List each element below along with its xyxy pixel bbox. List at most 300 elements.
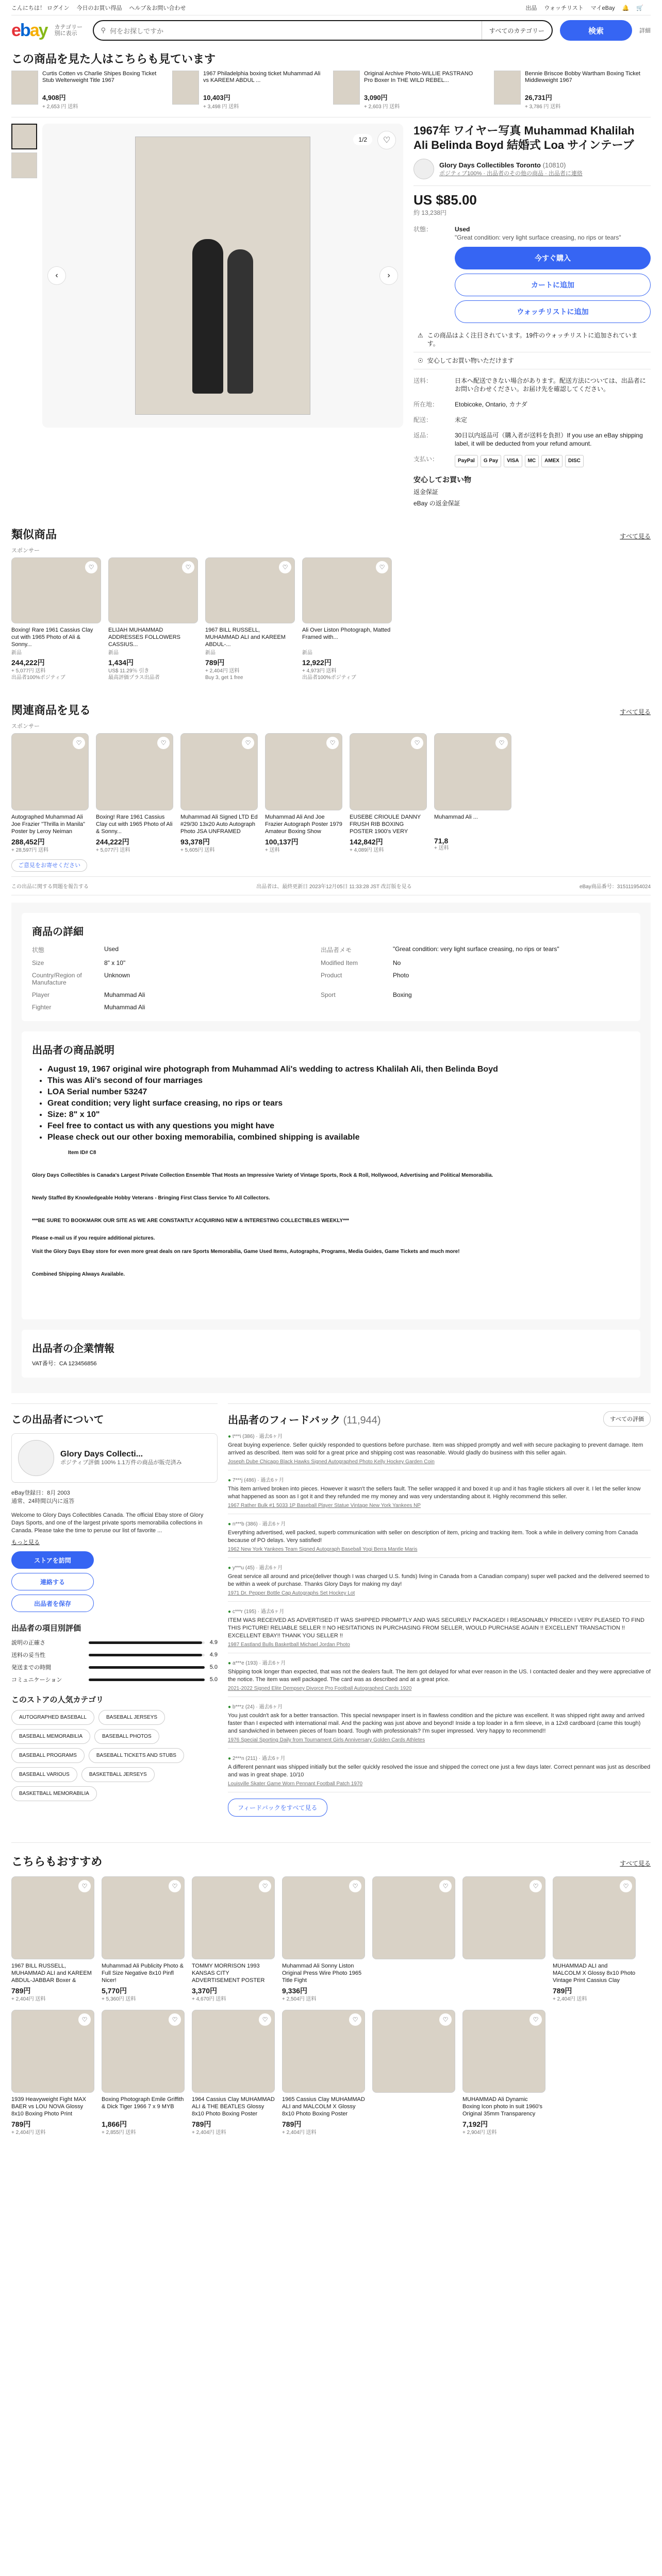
feedback-date: 過去6ヶ月 — [262, 1660, 286, 1666]
item-condition: 新品 — [11, 650, 22, 656]
item-title: Boxing Photograph Emile Griffith & Dick Tiger 1966 7 x 9 MYB — [102, 2096, 184, 2110]
joined-date: eBay登録日：8月 2003 — [11, 1490, 70, 1496]
heart-icon[interactable]: ♡ — [259, 2013, 271, 2026]
item-image — [205, 557, 295, 623]
list-item[interactable] — [302, 557, 392, 681]
list-item[interactable] — [102, 2010, 185, 2136]
feedback-text: Shipping took longer than expected, that was not the dealers fault. The item got delayed for what ever reason in the US. I contacted dealer and they were appreciative of the notice. The item was well packaged. The card was as described and at a great price. — [228, 1669, 651, 1683]
item-image — [192, 2010, 275, 2093]
heart-icon[interactable]: ♡ — [411, 737, 423, 749]
image-counter: 1/2 — [353, 134, 372, 145]
cart-icon[interactable]: 🛒 — [636, 5, 643, 11]
detailed-ratings — [11, 1622, 218, 1684]
list-item: • This was Ali's second of four marriages — [47, 1075, 630, 1087]
heart-icon[interactable]: ♡ — [169, 2013, 181, 2026]
feedback-item-link[interactable]: 1976 Special Sporting Daily from Tournament Girls Anniversary Golden Cards Athletes — [228, 1737, 425, 1743]
amex-icon: AMEX — [541, 455, 562, 467]
list-item[interactable] — [192, 1876, 275, 2003]
spec-key: Fighter — [32, 1004, 52, 1011]
item-image — [372, 2010, 455, 2093]
list-item: • LOA Serial number 53247 — [47, 1087, 630, 1098]
list-item[interactable] — [282, 2010, 365, 2136]
item-title: ELIJAH MUHAMMAD ADDRESSES FOLLOWERS CASSIUS... — [108, 627, 180, 648]
category-chip[interactable]: BASEBALL PROGRAMS — [11, 1748, 85, 1763]
item-image — [350, 733, 427, 810]
item-title: Bennie Briscoe Bobby Wartham Boxing Ticket Middleweight 1967 — [525, 71, 640, 83]
item-shipping: + 4,670円 送料 — [192, 1996, 226, 2002]
delivery-label: 配送： — [413, 416, 433, 423]
shield-icon: ☉ — [418, 357, 423, 364]
seller-summary: Glory Days Collectibles Toronto (10810) ポジティブ100% · 出品者のその他の商品 · 出品者に連絡 — [413, 159, 651, 186]
feedback-date: 過去6ヶ月 — [259, 1434, 283, 1439]
heart-icon[interactable]: ♡ — [78, 2013, 91, 2026]
item-price: 71,8 — [434, 837, 449, 845]
similar-see-all-link[interactable]: すべて見る — [620, 533, 651, 540]
business-title: 出品者の企業情報 — [32, 1343, 114, 1354]
seller-about-section — [11, 1403, 651, 1817]
store-logo — [18, 1440, 54, 1476]
category-chip[interactable]: BASEBALL TICKETS AND STUBS — [89, 1748, 184, 1763]
feedback-filter-select[interactable]: すべての評価 — [603, 1411, 651, 1427]
store-stats: ポジティブ評価 100% 1.1万件の商品が販売済み — [60, 1459, 182, 1466]
item-image — [333, 71, 360, 105]
seller-feedback-count: (10810) — [542, 161, 566, 169]
item-price: 789円 — [553, 1987, 572, 1995]
item-image — [102, 2010, 185, 2093]
item-shipping: + 5,360円 送料 — [102, 1996, 136, 2002]
condition-note: "Great condition: very light surface creasing, no rips or tears" — [455, 234, 621, 241]
spec-value: Muhammad Ali — [104, 991, 145, 998]
item-title: Boxing! Rare 1961 Cassius Clay cut with 1965 Photo of Ali & Sonny... — [11, 627, 93, 648]
item-image — [462, 2010, 545, 2093]
list-item[interactable] — [265, 733, 342, 854]
revision-info: 出品者は、最終更新日 2023年12月05日 11:33:28 JST 改訂版を見る — [256, 884, 412, 890]
help-link[interactable]: ヘルプ＆お問い合わせ — [129, 5, 186, 11]
list-item[interactable] — [11, 71, 161, 110]
item-shipping: + 2,855円 送料 — [102, 2130, 136, 2136]
related-title: 関連商品を見る — [11, 704, 91, 717]
popular-categories — [11, 1694, 218, 1801]
item-price: 142,842円 — [350, 838, 383, 846]
feedback-date: 過去6ヶ月 — [262, 1521, 286, 1527]
description-paragraph: Newly Staffed By Knowledgeable Hobby Veterans - Bringing First Class Service To All Collectors. — [32, 1195, 270, 1201]
daily-deals-link[interactable]: 今日のお買い得品 — [76, 5, 122, 11]
fire-icon: ⚠ — [418, 332, 423, 339]
item-price: 10,403円 — [203, 94, 230, 101]
similar-section — [11, 521, 651, 681]
heart-icon[interactable]: ♡ — [439, 1880, 452, 1892]
item-image — [265, 733, 342, 810]
visit-store-button[interactable]: ストアを訪問 — [11, 1551, 94, 1569]
heart-icon[interactable]: ♡ — [495, 737, 508, 749]
heart-icon[interactable]: ♡ — [182, 561, 194, 573]
heart-icon[interactable]: ♡ — [349, 2013, 361, 2026]
save-seller-button[interactable]: 出品者を保存 — [11, 1595, 94, 1612]
description-paragraph: Glory Days Collectibles is Canada's Largest Private Collection Ensemble That Hosts an Impressive Variety of Vintage Sports, Rock & Roll, Hollywood, Advertising and Political Memorabilia. — [32, 1173, 493, 1178]
list-item[interactable] — [11, 1876, 94, 2003]
search-placeholder: 何をお探しですか — [110, 27, 164, 35]
returns-value: 30日以内返品可（購入者が送料を負担）If you use an eBay shipping label, it will be deducted from your refund amount. — [455, 432, 643, 447]
rating-label: 送料の妥当性 — [11, 1652, 45, 1658]
ratings-title: 出品者の項目別評価 — [11, 1624, 81, 1633]
item-title: Ali Over Liston Photograph, Matted Framed with... — [302, 627, 391, 640]
item-title: Muhammad Ali And Joe Frazier Autograph Poster 1979 Amateur Boxing Show — [265, 814, 342, 835]
heart-icon[interactable]: ♡ — [259, 1880, 271, 1892]
item-extra: 出品者100%ポジティブ — [302, 675, 356, 681]
sell-link[interactable]: 出品 — [525, 5, 537, 11]
sign-in-link[interactable]: こんにちは！ ログイン — [11, 5, 70, 11]
shipping-label: 送料： — [413, 377, 433, 384]
item-image — [282, 1876, 365, 1959]
feedback-title: 出品者のフィードバック — [228, 1414, 340, 1426]
buyer-id: t***i (386) — [232, 1434, 255, 1439]
item-image — [302, 557, 392, 623]
item-shipping: + 4,973円 送料 — [302, 668, 337, 674]
feedback-item: ● y***u (45) · 過去6ヶ月 Great service all around and price(deliver though I was charged U.S. funds) living in Canada from a Canadian company) super well packed and the delivered seemed to be within a week of purchase. Thanks Glory Days for making my day! 1971 Dr. Pepper Bottle Cap Autographs Set Hockey Lot — [228, 1558, 651, 1602]
item-shipping: + 送料 — [434, 845, 449, 851]
recommend-see-all-link[interactable]: すべて見る — [620, 1860, 651, 1867]
price-converted: 約 13,238円 — [413, 209, 447, 216]
item-title: Curtis Cotten vs Charlie Shipes Boxing Ticket Stub Welterweight Title 1967 — [42, 71, 157, 83]
item-price: 789円 — [282, 2120, 302, 2128]
prev-arrow-icon[interactable]: ‹ — [47, 266, 66, 285]
item-image — [494, 71, 521, 105]
category-chip[interactable]: BASEBALL JERSEYS — [98, 1710, 165, 1725]
item-shipping: + 2,404円 送料 — [553, 1996, 587, 2002]
item-title: Muhammad Ali Publicity Photo & Full Size Negative 8x10 Pinfl Nicer! — [102, 1963, 184, 1984]
item-price: 1,434円 — [108, 658, 134, 667]
item-number: eBay商品番号：315111954024 — [579, 884, 651, 890]
sponsored-label: スポンサー — [11, 548, 40, 554]
item-image — [108, 557, 198, 623]
list-item[interactable] — [205, 557, 295, 681]
watchlist-link[interactable]: ウォッチリスト — [544, 5, 584, 11]
image-gallery — [11, 124, 403, 511]
item-image — [11, 71, 38, 105]
related-see-all-link[interactable]: すべて見る — [620, 708, 651, 716]
list-item: • Great condition; very light surface creasing, no rips or tears — [47, 1098, 630, 1109]
feedback-date: 過去6ヶ月 — [260, 1478, 284, 1483]
item-title: Original Archive Photo-WILLIE PASTRANO Pro Boxer In THE WILD REBEL... — [364, 71, 473, 83]
list-item[interactable] — [553, 1876, 636, 2003]
notice-text: この商品はよく注目されています。19件のウォッチリストに追加されています。 — [427, 332, 638, 347]
spec-key: Country/Region of Manufacture — [32, 972, 82, 986]
location-value: Etobicoke, Ontario, カナダ — [455, 401, 527, 408]
delivery-value: 未定 — [455, 416, 468, 423]
categories-title: このストアの人気カテゴリ — [11, 1696, 104, 1704]
feedback-date: 過去6ヶ月 — [259, 1704, 283, 1710]
heart-icon[interactable]: ♡ — [242, 737, 254, 749]
rating-fill — [89, 1654, 202, 1656]
feedback-item-link[interactable]: 2021-2022 Signed Elite Dempsey Divorce Pro Football Autographed Cards 1920 — [228, 1686, 412, 1691]
item-title: Boxing! Rare 1961 Cassius Clay cut with 1965 Photo of Ali & Sonny... — [96, 814, 173, 835]
feedback-item: ● 2***n (211) · 過去6ヶ月 A different pennant was shipped initially but the seller quickly resolved the issue and shipped the correct one just a few days later. Correct pennant was just as described and was in great shape. 10/10 Louisville Skater Game Worn Pennant Football Patch 1970 — [228, 1749, 651, 1792]
heart-icon[interactable]: ♡ — [279, 561, 291, 573]
list-item: • August 19, 1967 original wire photograph from Muhammad Ali's wedding to actress Khalilah Ali, then Belinda Boyd — [47, 1064, 630, 1075]
spec-key: 状態 — [32, 946, 45, 954]
heart-icon[interactable]: ♡ — [157, 737, 170, 749]
spec-value: No — [393, 959, 401, 967]
list-item[interactable] — [11, 733, 89, 854]
recently-viewed-title: この商品を見た人はこちらも見ています — [11, 53, 216, 65]
feedback-item-link[interactable]: 1971 Dr. Pepper Bottle Cap Autographs Set Hockey Lot — [228, 1590, 355, 1596]
item-title — [372, 1962, 455, 1984]
notice-text: 安心してお買い物いただけます — [427, 357, 514, 364]
item-extra: 最高評価プラス出品者 — [108, 675, 160, 681]
rating-value: 5.0 — [209, 1676, 218, 1683]
category-chip[interactable]: BASEBALL PHOTOS — [94, 1729, 159, 1744]
item-price: 244,222円 — [96, 838, 129, 846]
see-more-link[interactable]: もっと見る — [11, 1539, 40, 1546]
category-chip[interactable]: BASKETBALL MEMORABILIA — [11, 1786, 97, 1801]
item-image — [462, 1876, 545, 1959]
feedback-date: 過去6ヶ月 — [259, 1565, 283, 1571]
item-price: 12,922円 — [302, 658, 332, 667]
item-shipping: + 2,404円 送料 — [205, 668, 240, 674]
feedback-count: (11,944) — [343, 1414, 381, 1426]
item-image — [434, 733, 511, 810]
item-title: MUHAMMAD Ali Dynamic Boxing Icon photo in suit 1960's Original 35mm Transparency — [462, 2096, 542, 2117]
item-price: 100,137円 — [265, 838, 299, 846]
feedback-item-link[interactable]: 1962 New York Yankees Team Signed Autograph Baseball Yogi Berra Mantle Maris — [228, 1547, 418, 1552]
category-chip[interactable]: BASKETBALL JERSEYS — [81, 1767, 155, 1782]
safe-shopping-title: 安心してお買い物 — [413, 476, 471, 484]
gallery-thumb[interactable] — [11, 152, 37, 178]
feedback-text: Great buying experience. Seller quickly responded to questions before purchase. Item was shipped promptly and well with secure packaging to prevent damage. Item arrived as described. Item was sold for a great price and shipping cost was reasonable. Would gladly do business with this seller again. — [228, 1442, 643, 1456]
next-arrow-icon[interactable]: › — [379, 266, 398, 285]
sponsored-label: スポンサー — [11, 723, 40, 730]
list-item[interactable] — [172, 71, 322, 110]
item-shipping: + 2,404円 送料 — [192, 2130, 226, 2136]
item-title: 1965 Cassius Clay MUHAMMAD ALI and MALCOLM X Glossy 8x10 Photo Boxing Poster — [282, 2096, 365, 2117]
heart-icon[interactable]: ♡ — [85, 561, 97, 573]
heart-icon[interactable]: ♡ — [78, 1880, 91, 1892]
feedback-date: 過去6ヶ月 — [260, 1609, 285, 1615]
category-shop-button[interactable]: カテゴリー別に表示 — [54, 24, 83, 37]
bell-icon[interactable]: 🔔 — [622, 5, 630, 11]
vat-number: VAT番号：CA 123456856 — [32, 1361, 97, 1367]
item-shipping: + 2,904円 送料 — [462, 2130, 497, 2136]
item-price: 3,370円 — [192, 1987, 218, 1995]
heart-icon[interactable]: ♡ — [326, 737, 339, 749]
item-image — [11, 1876, 94, 1959]
feedback-item: ● a***e (193) · 過去6ヶ月 Shipping took longer than expected, that was not the dealers fault. The item got delayed for what ever reason in the US. I contacted dealer and they were appreciative of the notice. The item was well packaged. The card was as described and at a great price. 2021-2022 Signed Elite Dempsey Divorce Pro Football Autographed Cards 1920 — [228, 1653, 651, 1697]
item-price: 1,866円 — [102, 2120, 127, 2128]
my-ebay-link[interactable]: マイeBay — [590, 5, 615, 11]
item-price: 3,090円 — [364, 94, 388, 101]
item-shipping: + 2,404円 送料 — [11, 2130, 46, 2136]
item-shipping: + 28,597円 送料 — [11, 848, 48, 853]
item-shipping: + 5,605円 送料 — [180, 848, 215, 853]
list-item[interactable] — [96, 733, 173, 854]
item-title: Muhammad Ali ... — [434, 814, 478, 820]
item-title: 1967年 ワイヤー写真 Muhammad Khalilah Ali Belinda Boyd 結婚式 Loa サインテーブ — [413, 124, 635, 151]
item-price: 5,770円 — [102, 1987, 127, 1995]
heart-icon[interactable]: ♡ — [529, 1880, 542, 1892]
feedback-item: ● c***r (195) · 過去6ヶ月 ITEM WAS RECEIVED AS ADVERTISED IT WAS SHIPPED PROMPTLY AND WAS SECURELY PACKAGED! I REASONABLY PRICED! I VERY PLEASED TO FIND THIS PICTURE! RELIABLE SELLER !! NO HESITATIONS IN PURCHASING FROM SELLER, WOULD PURCHASE AGAIN !! EXCELLENT TRANSACTION !! EXCELLENT EBAY!! THANK YOU SELLER !! 1987 Eastland Bulls Basketball Michael Jordan Photo — [228, 1602, 651, 1653]
item-shipping: + 2,404円 送料 — [11, 1996, 46, 2002]
list-item[interactable] — [462, 2010, 545, 2136]
contact-button[interactable]: 連絡する — [11, 1573, 94, 1590]
list-item[interactable] — [108, 557, 198, 681]
gallery-thumb[interactable] — [11, 124, 37, 149]
list-item[interactable] — [372, 2010, 455, 2136]
buyer-id: a***e (193) — [232, 1660, 258, 1666]
item-title: Muhammad Ali Signed LTD Ed #29/30 13x20 Auto Autograph Photo JSA UNFRAMED — [180, 814, 258, 835]
item-shipping: + 2,603 円 送料 — [364, 104, 400, 110]
item-price: 93,378円 — [180, 838, 210, 846]
wedding-photo — [135, 137, 310, 415]
rating-fill — [89, 1641, 202, 1644]
buy-now-button[interactable]: 今すぐ購入 — [455, 247, 651, 269]
item-title: EUSEBE CRIOULE DANNY FRUSH RIB BOXING POSTER 1900's VERY — [350, 814, 421, 835]
list-item[interactable] — [11, 2010, 94, 2136]
list-item[interactable] — [11, 557, 101, 681]
payment-methods — [455, 455, 584, 467]
list-item: • Size: 8" x 10" — [47, 1109, 630, 1121]
buyer-id: 7***j (486) — [232, 1478, 256, 1483]
seller-name[interactable]: Glory Days Collectibles Toronto — [439, 161, 541, 169]
add-to-watchlist-button[interactable]: ウォッチリストに追加 — [455, 300, 651, 323]
spec-key: Product — [321, 972, 342, 979]
heart-icon[interactable]: ♡ — [620, 1880, 632, 1892]
seller-feedback — [228, 1403, 651, 1817]
store-card[interactable] — [11, 1433, 218, 1483]
buyer-id: c***r (195) — [232, 1609, 256, 1615]
returns-label: 返品： — [413, 432, 433, 439]
spec-value: Boxing — [393, 991, 412, 998]
feedback-item-link[interactable]: 1987 Eastland Bulls Basketball Michael Jordan Photo — [228, 1642, 350, 1648]
list-item[interactable] — [192, 2010, 275, 2136]
about-seller-title: この出品者について — [11, 1414, 104, 1426]
add-to-cart-button[interactable]: カートに追加 — [455, 274, 651, 296]
spec-key: Sport — [321, 991, 336, 998]
main-image[interactable] — [42, 124, 403, 428]
recently-viewed-list — [11, 71, 651, 117]
feedback-item: ● b***z (24) · 過去6ヶ月 You just couldn't ask for a better transaction. This special newspaper insert is in flawless condition and the picture was excellent. It was shipped right away and arrived faster than I expected with international mail. And the packing was just above and beyond! Inside a top loader in a firm sleeve, in a 12x8 cardboard (came this tough) and sandwiched in between pieces of foam board. Tough with professionals? I'm super impressed. Very happy to recommend!! 1976 Special Sporting Daily from Tournament Girls Anniversary Golden Cards Athletes — [228, 1697, 651, 1749]
rating-bar — [89, 1666, 205, 1669]
spec-value: "Great condition: very light surface creasing, no rips or tears" — [393, 945, 559, 953]
category-chip[interactable]: BASEBALL MEMORABILIA — [11, 1729, 90, 1744]
heart-icon[interactable]: ♡ — [377, 131, 396, 149]
category-chip[interactable]: BASEBALL VARIOUS — [11, 1767, 77, 1782]
item-title: 1967 BILL RUSSELL, MUHAMMAD ALI and KAREEM ABDUL-... — [205, 627, 286, 648]
mastercard-icon: MC — [525, 455, 539, 467]
item-title: Autographed Muhammad Ali Joe Frazier "Thrilla in Manila" Poster by Leroy Neiman — [11, 814, 85, 835]
heart-icon[interactable]: ♡ — [73, 737, 85, 749]
seller-other-items-link[interactable]: 出品者のその他の商品 — [487, 170, 544, 177]
item-condition: 新品 — [205, 650, 216, 656]
spec-grid — [32, 945, 630, 1011]
business-info — [22, 1330, 640, 1378]
list-item[interactable] — [494, 71, 643, 110]
discover-icon: DISC — [565, 455, 584, 467]
feedback-text: Everything advertised, well packed, superb communication with seller on description of item, pricing and tracking item. Took a while in delivery coming from Canada because of PO delays. Very satisfied! — [228, 1530, 638, 1544]
feedback-text: Great service all around and price(deliver though I was charged U.S. funds) living in Canada from a Canadian company) super well packed and the delivered seemed to be within a week of purchase. Thanks Glory Days for making my day! — [228, 1573, 650, 1587]
condition-label: 状態： — [413, 226, 433, 233]
spec-key: Modified Item — [321, 959, 358, 967]
feedback-button[interactable]: ご意見をお寄せください — [11, 859, 87, 872]
rating-label: 発送までの時間 — [11, 1665, 51, 1671]
store-name: Glory Days Collecti... — [60, 1449, 143, 1459]
item-shipping: + 送料 — [265, 848, 280, 853]
recommend-grid — [11, 1876, 651, 2136]
item-title: 1964 Cassius Clay MUHAMMAD ALI & THE BEATLES Glossy 8x10 Photo Boxing Poster — [192, 2096, 275, 2117]
item-image — [282, 2010, 365, 2093]
advanced-search-link[interactable]: 詳細 — [639, 28, 651, 34]
heart-icon[interactable]: ♡ — [439, 2013, 452, 2026]
item-image — [172, 71, 199, 105]
list-item[interactable] — [372, 1876, 455, 2003]
seller-avatar[interactable] — [413, 159, 434, 179]
rating-bar — [89, 1679, 205, 1681]
contact-seller-link[interactable]: 出品者に連絡 — [548, 170, 583, 177]
rating-label: 説明の正確さ — [11, 1640, 45, 1646]
gpay-icon: G Pay — [481, 455, 501, 467]
paypal-icon: PayPal — [455, 455, 478, 467]
list-item[interactable] — [282, 1876, 365, 2003]
heart-icon[interactable]: ♡ — [169, 1880, 181, 1892]
details-section — [11, 903, 651, 1393]
list-item: • Feel free to contact us with any questions you might have — [47, 1121, 630, 1132]
item-price: 26,731円 — [525, 94, 552, 101]
store-description: Welcome to Glory Days Collectibles Canada. The official Ebay store of Glory Days Sports, and one of the largest private sports memorabilia collections in Canada. Please take the time to peruse our list of favorite ... — [11, 1512, 204, 1534]
rating-value: 4.9 — [209, 1652, 218, 1658]
item-shipping: + 5,077円 送料 — [11, 668, 46, 674]
report-item-link[interactable]: この出品に関する問題を報告する — [11, 884, 89, 890]
item-price: 4,908円 — [42, 94, 66, 101]
see-all-feedback-button[interactable]: フィードバックをすべて見る — [228, 1799, 327, 1817]
feedback-item-link[interactable]: Louisville Skater Game Worn Pennant Football Patch 1970 — [228, 1781, 363, 1787]
list-item[interactable] — [333, 71, 483, 110]
rating-bar — [89, 1641, 205, 1644]
spec-key: Size — [32, 959, 44, 967]
item-image — [372, 1876, 455, 1959]
item-title: TOMMY MORRISON 1993 KANSAS CITY ADVERTISEMENT POSTER — [192, 1963, 265, 1984]
list-item[interactable] — [434, 733, 511, 854]
item-title: MUHAMMAD ALI and MALCOLM X Glossy 8x10 Photo Vintage Print Cassius Clay — [553, 1963, 636, 1984]
item-title: Muhammad Ali Sonny Liston Original Press Wire Photo 1965 Title Fight — [282, 1963, 362, 1984]
list-item[interactable] — [462, 1876, 545, 2003]
search-input[interactable] — [93, 20, 553, 41]
feedback-item-link[interactable]: 1967 Rather Bulk #1 5033 1P Baseball Player Statue Vintage New York Yankees NP — [228, 1503, 421, 1509]
spec-value: Photo — [393, 972, 409, 979]
list-item[interactable] — [180, 733, 258, 854]
list-item[interactable] — [102, 1876, 185, 2003]
spec-value: Muhammad Ali — [104, 1004, 145, 1011]
item-shipping: + 5,077円 送料 — [96, 848, 130, 853]
feedback-item-link[interactable]: Joseph Dube Chicago Black Hawks Signed Autographed Photo Kelly Hockey Garden Coin — [228, 1459, 435, 1465]
rating-value: 4.9 — [209, 1639, 218, 1646]
buyer-id: b***z (24) — [232, 1704, 255, 1710]
search-category-select[interactable]: すべてのカテゴリー — [482, 21, 552, 40]
item-condition: 新品 — [302, 650, 312, 656]
heart-icon[interactable]: ♡ — [376, 561, 388, 573]
category-chip[interactable]: AUTOGRAPHED BASEBALL — [11, 1710, 94, 1725]
heart-icon[interactable]: ♡ — [529, 2013, 542, 2026]
item-image — [11, 557, 101, 623]
description-title: 出品者の商品説明 — [32, 1045, 114, 1056]
item-extra: Buy 3, get 1 free — [205, 675, 243, 681]
search-button[interactable]: 検索 — [560, 20, 632, 41]
condition-value: Used — [455, 226, 470, 233]
list-item[interactable] — [350, 733, 427, 854]
heart-icon[interactable]: ♡ — [349, 1880, 361, 1892]
buyer-id: 2***n (211) — [232, 1756, 258, 1761]
item-price: 9,336円 — [282, 1987, 308, 1995]
ebay-logo[interactable]: ebay — [11, 20, 47, 40]
item-image — [96, 733, 173, 810]
